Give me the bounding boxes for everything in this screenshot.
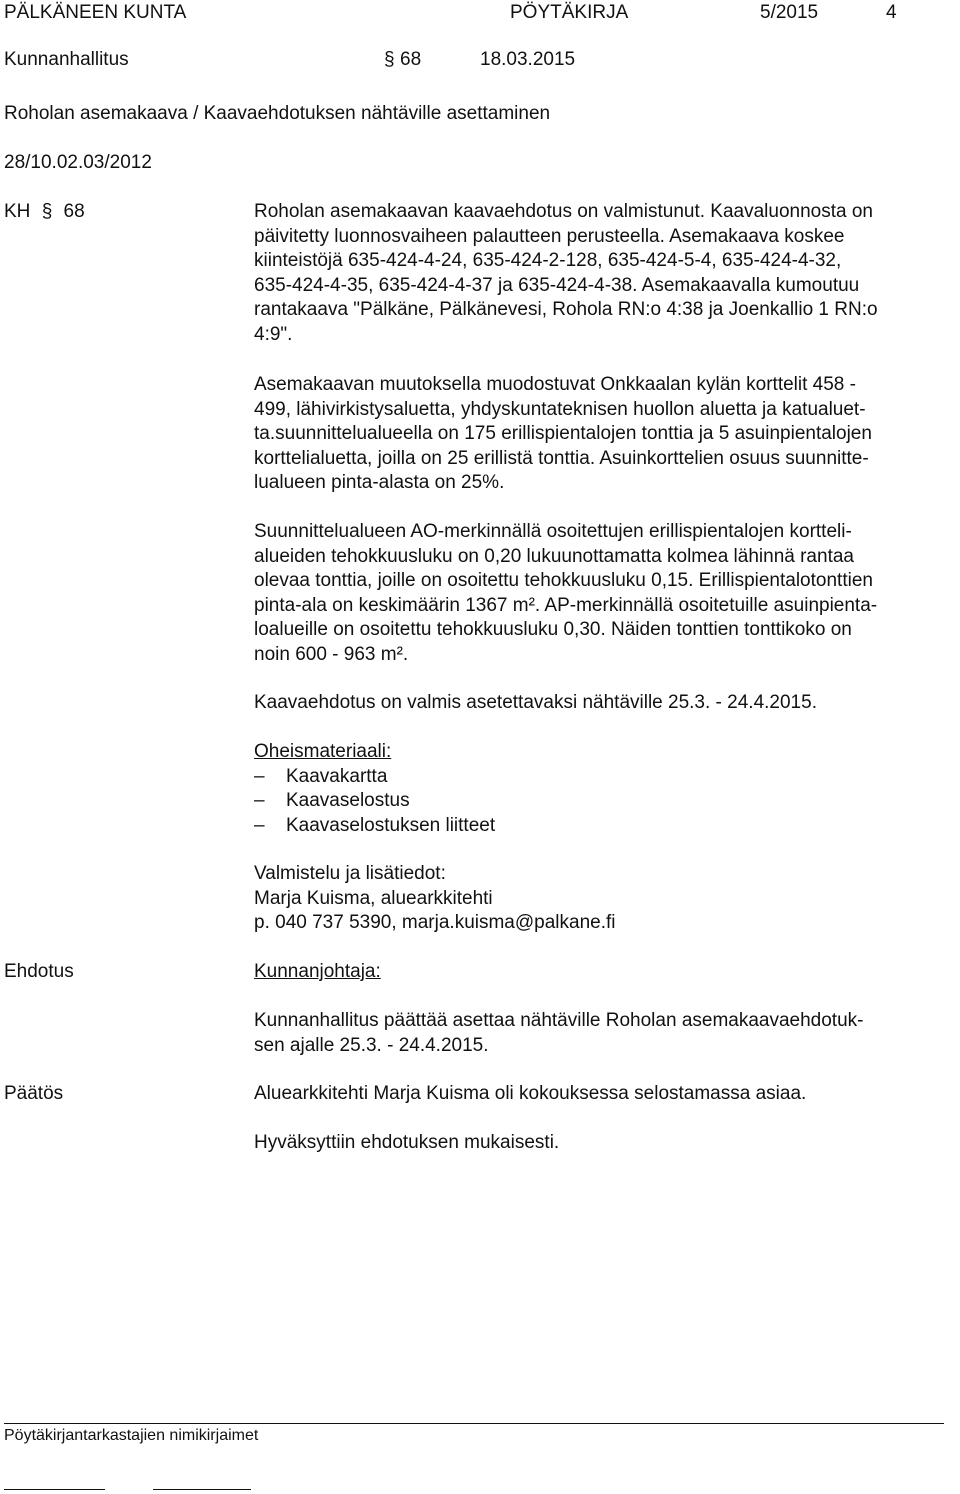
proposal-text [254,1009,954,1058]
preparation-heading: Valmistelu ja lisätiedot: [254,863,446,884]
paragraph-efficiency [254,520,954,667]
signatures-label: Pöytäkirjantarkastajien nimikirjaimet [4,1427,259,1444]
kh-label-text: KH [4,201,31,222]
text-line: Hyväksyttiin ehdotuksen mukaisesti. [254,1132,560,1153]
matter-reference: 28/10.02.03/2012 [4,152,152,173]
decision-text-2 [254,1131,954,1156]
footer-rule [4,1423,944,1424]
kh-section-sign: § [41,201,53,222]
proposal-section [254,960,954,985]
decision-label: Päätös [4,1083,64,1104]
text-line: kiinteistöjä 635-424-4-24, 635-424-2-128, 635-424-5-4, 635-424-4-32, [254,250,842,271]
text-line: 4:9". [254,323,293,345]
text-line: lualueen pinta-alasta on 25%. [254,472,505,493]
governing-body: Kunnanhallitus [4,49,129,70]
text-line: Kunnanhallitus päättää asettaa nähtäville Roholan asemakaavaehdotuk- [254,1010,864,1031]
text-line: noin 600 - 963 m². [254,643,409,665]
signature-line [153,1489,251,1490]
attachment-label: Kaavaselostuksen liitteet [286,814,496,836]
text-line: ta.suunnittelualueella on 175 erillispientalojen tonttia ja 5 asuinpientalojen [254,423,872,444]
text-line: 499, lähivirkistysaluetta, yhdyskuntateknisen huollon aluetta ja katualuet- [254,398,866,420]
attachment-item [254,765,954,790]
section-sign: § [384,49,395,70]
attachments-heading: Oheismateriaali: [254,741,392,762]
text-line: päivitetty luonnosvaiheen palautteen perusteella. Asemakaava koskee [254,225,845,247]
document-number: 5/2015 [760,2,819,23]
document-type: PÖYTÄKIRJA [510,2,629,23]
section-number: 68 [400,49,422,70]
attachments-section [254,740,954,838]
proposer-heading: Kunnanjohtaja: [254,961,381,982]
matter-title: Roholan asemakaava / Kaavaehdotuksen nähtäville asettaminen [4,103,551,124]
paragraph-ready [254,691,954,716]
preparer-name: Marja Kuisma, aluearkkitehti [254,887,493,909]
preparer-contact: p. 040 737 5390, marja.kuisma@palkane.fi [254,912,616,933]
text-line: rantakaava "Pälkäne, Pälkänevesi, Rohola RN:o 4:38 ja Joenkallio 1 RN:o [254,299,878,320]
text-line: Asemakaavan muutoksella muodostuvat Onkkaalan kylän korttelit 458 - [254,374,856,395]
text-line: Aluearkkitehti Marja Kuisma oli kokouksessa selostamassa asiaa. [254,1083,807,1104]
signature-line [4,1489,105,1490]
text-line: Suunnittelualueen AO-merkinnällä osoitettujen erillispientalojen kortteli- [254,521,852,542]
text-line: korttelialuetta, joilla on 25 erillistä tonttia. Asuinkorttelien osuus suunnitte- [254,447,869,469]
preparation-section [254,862,954,936]
decision-text-1 [254,1082,954,1107]
proposal-label: Ehdotus [4,961,74,982]
municipality-name: PÄLKÄNEEN KUNTA [4,2,187,23]
text-line: 635-424-4-35, 635-424-4-37 ja 635-424-4-38. Asemakaavalla kumoutuu [254,274,860,296]
text-line: pinta-ala on keskimäärin 1367 m². AP-merkinnällä osoitetuille asuinpienta- [254,594,878,616]
text-line: alueiden tehokkuusluku on 0,20 lukuunottamatta kolmea lähinnä rantaa [254,545,854,567]
meeting-date: 18.03.2015 [480,49,576,70]
paragraph-intro [254,200,954,347]
dash-bullet-icon: – [254,765,265,787]
attachment-label: Kaavakartta [286,765,388,787]
dash-bullet-icon: – [254,790,265,811]
text-line: Kaavaehdotus on valmis asetettavaksi nähtäville 25.3. - 24.4.2015. [254,692,817,713]
page-number: 4 [886,2,897,23]
text-line: olevaa tonttia, joille on osoitettu tehokkuusluku 0,15. Erillispientalotonttien [254,570,873,591]
kh-number: 68 [63,201,85,222]
kh-label [4,200,85,225]
attachment-item [254,789,954,814]
text-line: Roholan asemakaavan kaavaehdotus on valmistunut. Kaavaluonnosta on [254,201,873,222]
attachment-label: Kaavaselostus [286,790,410,811]
text-line: loalueille on osoitettu tehokkuusluku 0,30. Näiden tonttien tonttikoko on [254,619,852,640]
dash-bullet-icon: – [254,814,265,836]
text-line: sen ajalle 25.3. - 24.4.2015. [254,1034,489,1056]
paragraph-blocks [254,373,954,496]
attachment-item [254,814,954,839]
